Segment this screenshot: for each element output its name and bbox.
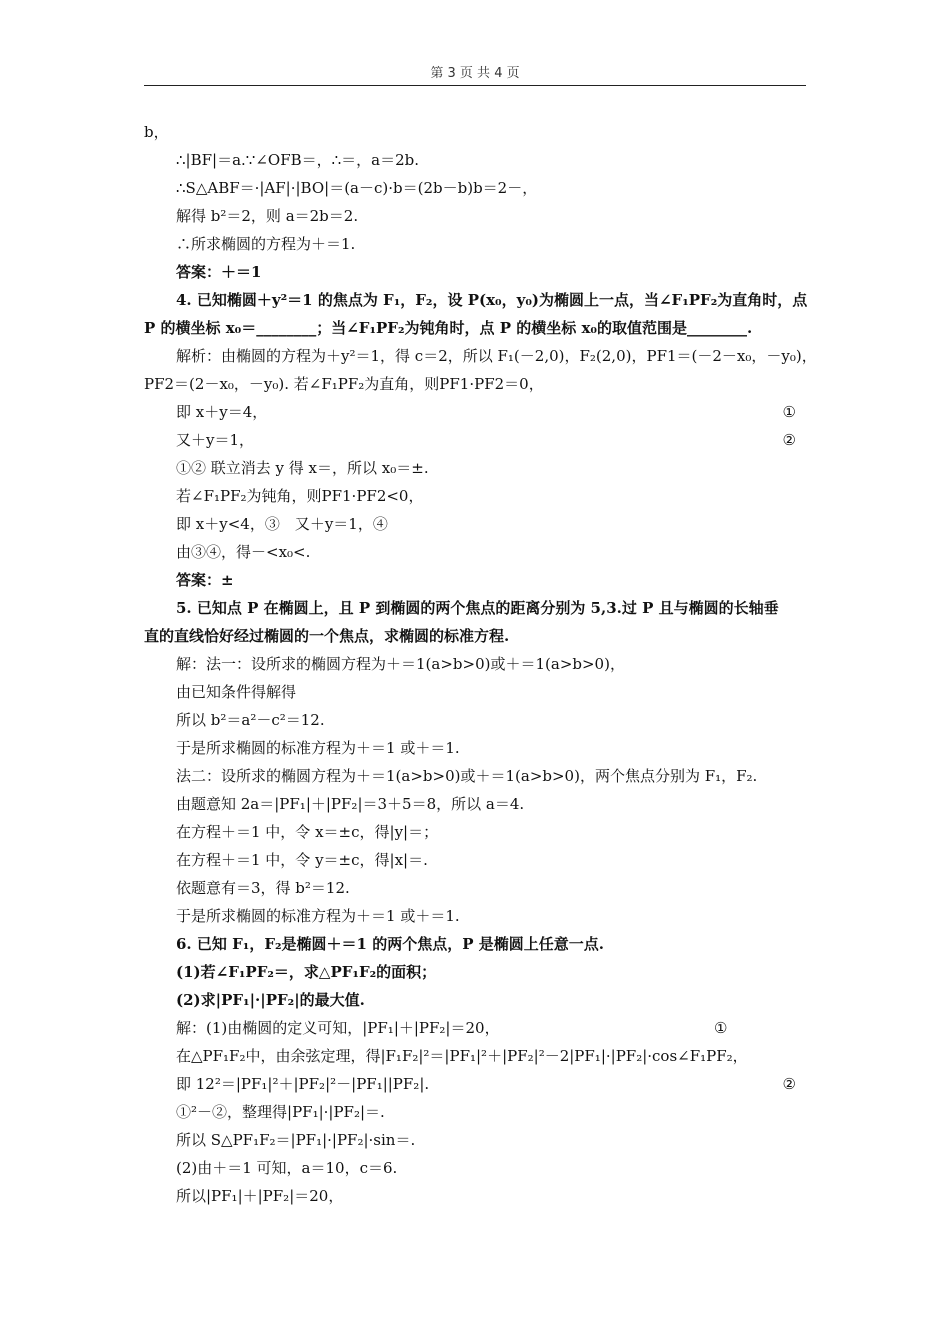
text-line [144, 342, 817, 370]
line-text: 又＋y＝1， [176, 431, 255, 449]
text-line [144, 874, 806, 902]
text-line [144, 846, 806, 874]
page-number-label: 第 3 页 共 4 页 [430, 66, 520, 81]
line-text: 所以 S△PF₁F₂＝|PF₁|·|PF₂|·sin＝. [176, 1131, 416, 1149]
line-text: 于是所求椭圆的标准方程为＋＝1 或＋＝1. [176, 907, 460, 925]
text-line [144, 1098, 806, 1126]
equation-marker: ② [782, 1075, 796, 1093]
text-line [144, 566, 806, 594]
line-text: 所以 b²＝a²－c²＝12. [176, 711, 325, 729]
line-text: 依题意有＝3，得 b²＝12. [176, 879, 350, 897]
line-text: ①²－②，整理得|PF₁|·|PF₂|＝. [176, 1103, 385, 1121]
text-line [144, 258, 806, 286]
line-text: 即 12²＝|PF₁|²＋|PF₂|²－|PF₁||PF₂|. [176, 1075, 430, 1093]
line-text: 在△PF₁F₂中，由余弦定理，得|F₁F₂|²＝|PF₁|²＋|PF₂|²－2|PF₁|·|PF₂|·cos∠F₁PF₂， [176, 1047, 748, 1065]
text-line [144, 482, 806, 510]
line-text: (2)求|PF₁|·|PF₂|的最大值. [176, 991, 365, 1009]
text-line [144, 1182, 806, 1210]
text-line [144, 986, 806, 1014]
text-line [144, 230, 806, 258]
line-text: ∴S△ABF＝·|AF|·|BO|＝(a－c)·b＝(2b－b)b＝2－， [176, 179, 538, 197]
text-line [144, 202, 806, 230]
line-text: 6. 已知 F₁，F₂是椭圆＋＝1 的两个焦点，P 是椭圆上任意一点. [176, 935, 604, 953]
text-line [144, 594, 806, 622]
text-line [144, 818, 806, 846]
text-line [144, 930, 806, 958]
line-text: ①② 联立消去 y 得 x＝，所以 x₀＝±. [176, 459, 429, 477]
line-text: (2)由＋＝1 可知，a＝10，c＝6. [176, 1159, 398, 1177]
text-line [144, 510, 806, 538]
line-text: b， [144, 123, 169, 141]
text-line [144, 538, 806, 566]
text-line [144, 734, 806, 762]
document-body [144, 118, 817, 1210]
text-line [144, 314, 806, 342]
line-text: (1)若∠F₁PF₂＝，求△PF₁F₂的面积； [176, 963, 437, 981]
text-line [144, 370, 806, 398]
line-text: 由③④，得－<x₀<. [176, 543, 311, 561]
text-line [144, 1042, 806, 1070]
header-divider [144, 85, 806, 86]
text-line [144, 398, 806, 426]
line-text: 法二：设所求的椭圆方程为＋＝1(a>b>0)或＋＝1(a>b>0)，两个焦点分别为 F₁，F₂. [176, 767, 758, 785]
equation-marker: ① [714, 1019, 728, 1037]
line-text: 若∠F₁PF₂为钝角，则PF1·PF2<0， [176, 487, 424, 505]
line-text: 直的直线恰好经过椭圆的一个焦点，求椭圆的标准方程. [144, 627, 510, 645]
text-line [144, 174, 806, 202]
text-line [144, 706, 806, 734]
line-text: 由题意知 2a＝|PF₁|＋|PF₂|＝3＋5＝8，所以 a＝4. [176, 795, 525, 813]
equation-marker: ② [782, 431, 796, 449]
page-header [144, 62, 806, 86]
text-line [144, 1014, 806, 1042]
line-text: 在方程＋＝1 中，令 y＝±c，得|x|＝. [176, 851, 428, 869]
text-line [144, 650, 806, 678]
line-text: 即 x＋y＝4， [176, 403, 268, 421]
line-text: 于是所求椭圆的标准方程为＋＝1 或＋＝1. [176, 739, 460, 757]
text-line [144, 622, 806, 650]
text-line [144, 762, 806, 790]
line-text: 答案：± [176, 571, 234, 589]
line-text: ∴|BF|＝a.∵∠OFB＝，∴＝，a＝2b. [176, 151, 420, 169]
text-line [144, 678, 806, 706]
text-line [144, 286, 806, 314]
text-line [144, 790, 806, 818]
text-line [144, 426, 806, 454]
text-line [144, 1154, 806, 1182]
text-line [144, 1070, 806, 1098]
text-line [144, 118, 806, 146]
text-line [144, 902, 806, 930]
line-text: 解：法一：设所求的椭圆方程为＋＝1(a>b>0)或＋＝1(a>b>0)， [176, 655, 625, 673]
line-text: 由已知条件得解得 [176, 683, 297, 701]
line-text: PF2＝(2－x₀，－y₀). 若∠F₁PF₂为直角，则PF1·PF2＝0， [144, 375, 544, 393]
line-text: 即 x＋y<4，③ 又＋y＝1，④ [176, 515, 388, 533]
equation-marker: ① [782, 403, 796, 421]
text-line [144, 454, 806, 482]
line-text: 解：(1)由椭圆的定义可知，|PF₁|＋|PF₂|＝20， [176, 1019, 500, 1037]
text-line [144, 1126, 806, 1154]
line-text: 所以|PF₁|＋|PF₂|＝20， [176, 1187, 344, 1205]
line-text: ∴所求椭圆的方程为＋＝1. [176, 235, 356, 253]
text-line [144, 146, 806, 174]
line-text: 4. 已知椭圆＋y²＝1 的焦点为 F₁，F₂，设 P(x₀，y₀)为椭圆上一点，当∠F₁PF₂为直角时，点 [176, 291, 808, 309]
line-text: 答案：＋＝1 [176, 263, 262, 281]
line-text: 解得 b²＝2，则 a＝2b＝2. [176, 207, 359, 225]
line-text: 在方程＋＝1 中，令 x＝±c，得|y|＝； [176, 823, 439, 841]
line-text: 解析：由椭圆的方程为＋y²＝1，得 c＝2，所以 F₁(－2,0)，F₂(2,0)，PF1＝(－2－x₀，－y₀)， [176, 347, 817, 365]
line-text: P 的横坐标 x₀＝________；当∠F₁PF₂为钝角时，点 P 的横坐标 x₀的取值范围是________. [144, 319, 753, 337]
line-text: 5. 已知点 P 在椭圆上，且 P 到椭圆的两个焦点的距离分别为 5,3.过 P 且与椭圆的长轴垂 [176, 599, 779, 617]
text-line [144, 958, 806, 986]
